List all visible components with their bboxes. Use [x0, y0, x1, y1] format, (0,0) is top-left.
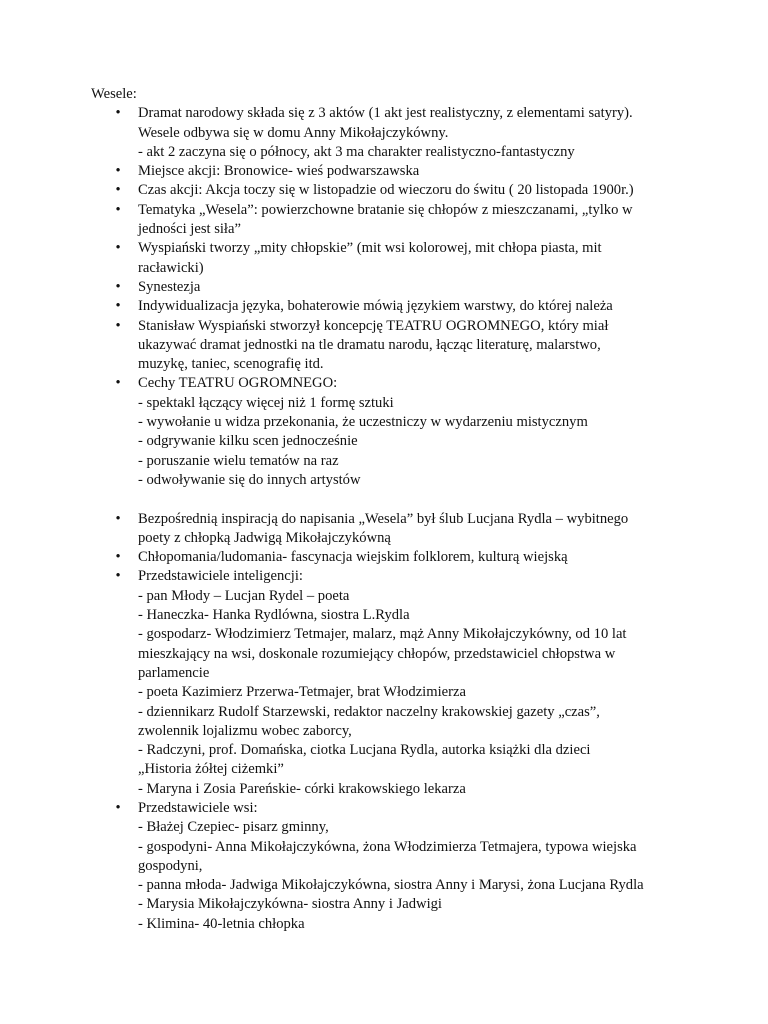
- bullet-point-icon: •: [115, 510, 121, 527]
- bullet-text-line: - Błażej Czepiec- pisarz gminny,: [138, 819, 329, 836]
- bullet-point-icon: •: [115, 278, 121, 295]
- bullet-text-line: Chłopomania/ludomania- fascynacja wiejskim folklorem, kulturą wiejską: [138, 549, 568, 566]
- bullet-item: [91, 317, 691, 375]
- bullet-list-part-2: [91, 510, 691, 935]
- bullet-text-line: gospodyni,: [138, 857, 203, 874]
- bullet-text-line: Wesele odbywa się w domu Anny Mikołajczykówny.: [138, 124, 449, 141]
- bullet-text-line: - poeta Kazimierz Przerwa-Tetmajer, brat Włodzimierza: [138, 684, 466, 701]
- bullet-item: [91, 374, 691, 490]
- bullet-point-icon: •: [115, 375, 121, 392]
- bullet-text-line: Bezpośrednią inspiracją do napisania „Wesela” był ślub Lucjana Rydla – wybitnego: [138, 510, 629, 527]
- bullet-text-line: mieszkający na wsi, doskonale rozumiejący chłopów, przedstawiciel chłopstwa w: [138, 645, 616, 662]
- bullet-item: [91, 510, 691, 549]
- bullet-point-icon: •: [115, 201, 121, 218]
- bullet-item: [91, 567, 691, 799]
- bullet-text-line: racławicki): [138, 259, 204, 276]
- bullet-text-line: zwolennik lojalizmu wobec zaborcy,: [138, 722, 352, 739]
- bullet-item: [91, 297, 691, 316]
- bullet-item: [91, 181, 691, 200]
- bullet-item: [91, 162, 691, 181]
- bullet-text-line: Tematyka „Wesela”: powierzchowne bratanie się chłopów z mieszczanami, „tylko w: [138, 201, 633, 218]
- bullet-text-line: Indywidualizacja języka, bohaterowie mówią językiem warstwy, do której należa: [138, 298, 613, 315]
- bullet-text-line: Dramat narodowy składa się z 3 aktów (1 akt jest realistyczny, z elementami satyry).: [138, 105, 633, 122]
- bullet-text-line: Czas akcji: Akcja toczy się w listopadzie od wieczoru do świtu ( 20 listopada 1900r.): [138, 182, 634, 199]
- bullet-text-line: - Radczyni, prof. Domańska, ciotka Lucjana Rydla, autorka książki dla dzieci: [138, 742, 591, 759]
- bullet-text-line: - Klimina- 40-letnia chłopka: [138, 915, 305, 932]
- bullet-item: [91, 104, 691, 162]
- bullet-text-line: poety z chłopką Jadwigą Mikołajczykówną: [138, 529, 391, 546]
- bullet-point-icon: •: [115, 799, 121, 816]
- bullet-point-icon: •: [115, 549, 121, 566]
- bullet-point-icon: •: [115, 163, 121, 180]
- bullet-text-line: - poruszanie wielu tematów na raz: [138, 452, 339, 469]
- bullet-text-line: - Marysia Mikołajczykówna- siostra Anny i Jadwigi: [138, 896, 442, 913]
- bullet-point-icon: •: [115, 105, 121, 122]
- bullet-text-line: Przedstawiciele wsi:: [138, 799, 258, 816]
- bullet-text-line: „Historia żółtej ciżemki”: [138, 761, 284, 778]
- bullet-item: [91, 201, 691, 240]
- bullet-text-line: - spektakl łączący więcej niż 1 formę sztuki: [138, 394, 394, 411]
- bullet-text-line: jedności jest siła”: [138, 221, 241, 238]
- bullet-text-line: - akt 2 zaczyna się o północy, akt 3 ma charakter realistyczno-fantastyczny: [138, 143, 575, 160]
- bullet-text-line: Cechy TEATRU OGROMNEGO:: [138, 375, 338, 392]
- bullet-point-icon: •: [115, 182, 121, 199]
- bullet-item: [91, 548, 691, 567]
- bullet-text-line: - dziennikarz Rudolf Starzewski, redaktor naczelny krakowskiej gazety „czas”,: [138, 703, 600, 720]
- bullet-text-line: parlamencie: [138, 664, 210, 681]
- bullet-item: [91, 239, 691, 278]
- bullet-text-line: Przedstawiciele inteligencji:: [138, 568, 303, 585]
- bullet-point-icon: •: [115, 568, 121, 585]
- bullet-text-line: ukazywać dramat jednostki na tle dramatu narodu, łącząc literaturę, malarstwo,: [138, 336, 601, 353]
- bullet-text-line: Miejsce akcji: Bronowice- wieś podwarszawska: [138, 163, 420, 180]
- bullet-text-line: - odgrywanie kilku scen jednocześnie: [138, 433, 358, 450]
- bullet-text-line: - gospodyni- Anna Mikołajczykówna, żona Włodzimierza Tetmajera, typowa wiejska: [138, 838, 637, 855]
- bullet-text-line: Stanisław Wyspiański stworzył koncepcję TEATRU OGROMNEGO, który miał: [138, 317, 609, 334]
- bullet-text-line: muzykę, taniec, scenografię itd.: [138, 356, 324, 373]
- document-body: [91, 85, 691, 934]
- bullet-list-part-1: [91, 104, 691, 490]
- document-heading: Wesele:: [91, 86, 137, 102]
- paragraph-spacer: [91, 490, 691, 509]
- bullet-item: [91, 278, 691, 297]
- bullet-text-line: - gospodarz- Włodzimierz Tetmajer, malarz, mąż Anny Mikołajczykówny, od 10 lat: [138, 626, 627, 643]
- bullet-text-line: Wyspiański tworzy „mity chłopskie” (mit wsi kolorowej, mit chłopa piasta, mit: [138, 240, 602, 257]
- bullet-point-icon: •: [115, 240, 121, 257]
- bullet-text-line: - pan Młody – Lucjan Rydel – poeta: [138, 587, 350, 604]
- bullet-text-line: - wywołanie u widza przekonania, że uczestniczy w wydarzeniu mistycznym: [138, 414, 588, 431]
- bullet-text-line: Synestezja: [138, 278, 201, 295]
- bullet-point-icon: •: [115, 317, 121, 334]
- bullet-item: [91, 799, 691, 934]
- bullet-text-line: - Maryna i Zosia Pareńskie- córki krakowskiego lekarza: [138, 780, 466, 797]
- bullet-text-line: - odwoływanie się do innych artystów: [138, 471, 361, 488]
- bullet-text-line: - panna młoda- Jadwiga Mikołajczykówna, siostra Anny i Marysi, żona Lucjana Rydla: [138, 877, 644, 894]
- bullet-text-line: - Haneczka- Hanka Rydlówna, siostra L.Rydla: [138, 607, 410, 624]
- bullet-point-icon: •: [115, 298, 121, 315]
